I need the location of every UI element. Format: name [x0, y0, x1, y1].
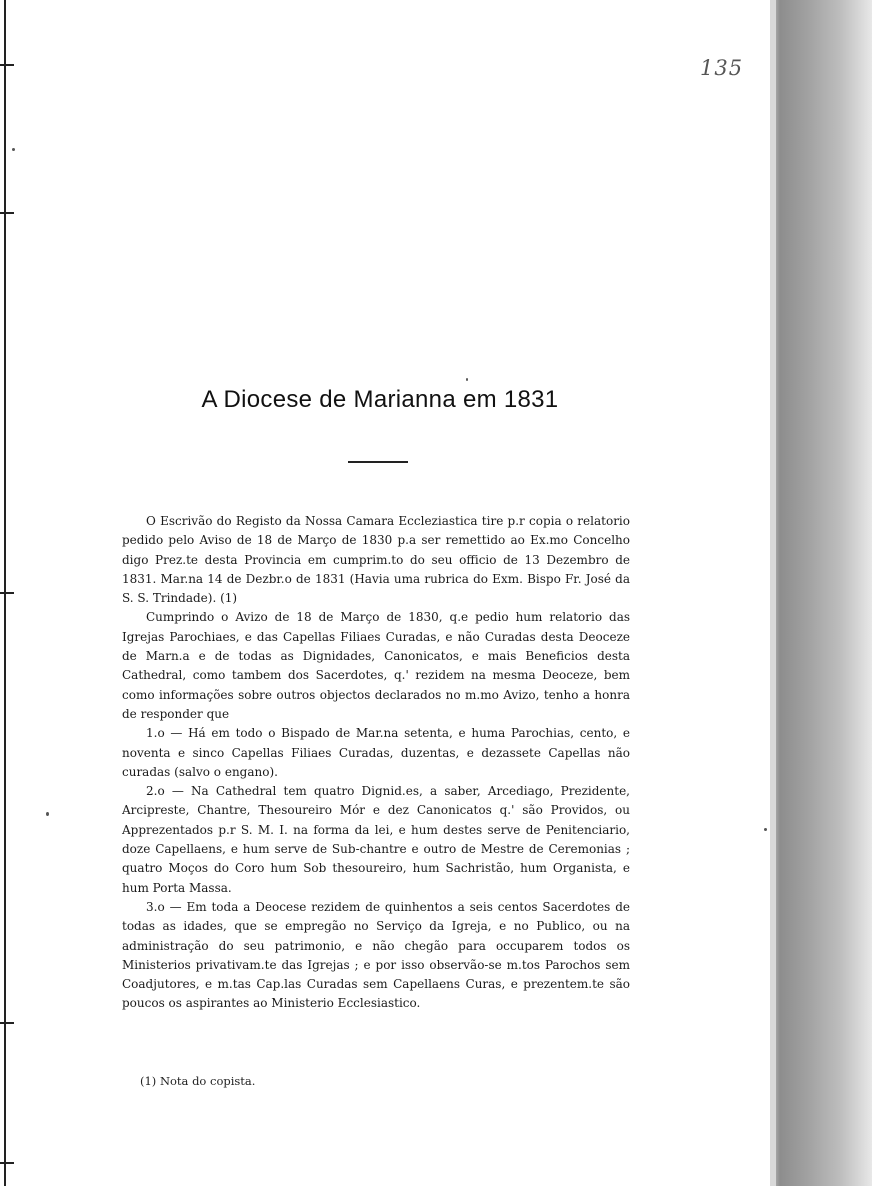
scan-speck: [12, 148, 15, 151]
paragraph-response: Cumprindo o Avizo de 18 de Março de 1830, q.e pedio hum relatorio das Igrejas Parochiaes, e das Capellas Filiaes Curadas, e não Curadas desta Deoceze de Marn.a e de todas as Dignidades, Canonicatos, e mais Beneficios desta Cathedral, como tambem dos Sacerdotes, q.' rezidem na mesma Deoceze, bem como informações sobre outros objectos declarados no m.mo Avizo, tenho a honra de responder que: [122, 610, 630, 721]
scan-speck: [764, 828, 767, 831]
footnote: (1) Nota do copista.: [140, 1074, 256, 1088]
page-title: A Diocese de Marianna em 1831: [201, 386, 559, 413]
binding-tick: [0, 1162, 14, 1164]
binding-tick: [0, 64, 14, 66]
scan-speck: [466, 378, 468, 381]
binding-tick: [0, 1022, 14, 1024]
page-number: 135: [700, 56, 744, 80]
document-body: [122, 512, 630, 1014]
paragraph-item-3: 3.o — Em toda a Deocese rezidem de quinhentos a seis centos Sacerdotes de todas as idades, que se empregão no Serviço da Igreja, e no Publico, ou na administração do seu patrimonio, e não chegão para occuparem todos os Ministerios privativam.te das Igrejas ; e por isso observão-se m.tos Parochos sem Coadjutores, e m.tas Cap.las Curadas sem Capellaens Curas, e prezentem.te são poucos os aspirantes ao Ministerio Ecclesiastico.: [122, 899, 630, 1011]
title-divider: [348, 461, 408, 463]
page-edge-shadow: [770, 0, 776, 1186]
paragraph-item-2: 2.o — Na Cathedral tem quatro Dignid.es, a saber, Arcediago, Prezidente, Arcipreste, Chantre, Thesoureiro Mór e dez Canonicatos q.' são Providos, ou Apprezentados p.r S. M. I. na forma da lei, e hum destes serve de Penitenciario, doze Capellaens, e hum serve de Sub-chantre e outro de Mestre de Ceremonias ; quatro Moços do Coro hum Sob thesoureiro, hum Sachristão, hum Organista, e hum Porta Massa.: [122, 784, 630, 895]
binding-tick: [0, 592, 14, 594]
paragraph-intro: O Escrivão do Registo da Nossa Camara Eccleziastica tire p.r copia o relatorio pedido pelo Aviso de 18 de Março de 1830 p.a ser remettido ao Ex.mo Concelho digo Prez.te desta Provincia em cumprim.to do seu officio de 13 Dezembro de 1831. Mar.na 14 de Dezbr.o de 1831 (Havia uma rubrica do Exm. Bispo Fr. José da S. S. Trindade). (1): [122, 514, 630, 606]
right-page-edge: [770, 0, 872, 1186]
paragraph-item-1: 1.o — Há em todo o Bispado de Mar.na setenta, e huma Parochias, cento, e noventa e sinco Capellas Filiaes Curadas, duzentas, e dezassete Capellas não curadas (salvo o engano).: [122, 726, 630, 779]
scan-speck: [46, 812, 49, 816]
left-binding-edge: [0, 0, 18, 1186]
binding-tick: [0, 212, 14, 214]
